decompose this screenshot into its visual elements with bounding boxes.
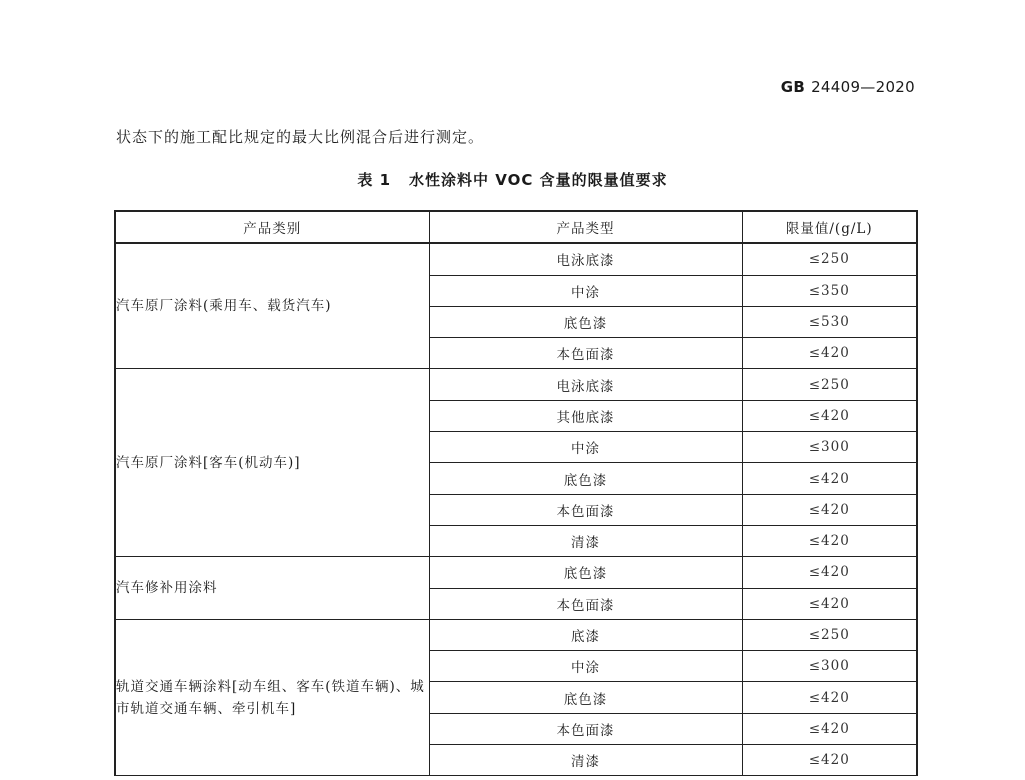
product-category-cell: 汽车原厂涂料[客车(机动车)] [115,369,429,557]
standard-prefix: GB [780,78,806,96]
product-type-cell: 中涂 [429,651,742,682]
table-header-row [115,211,917,243]
limit-value-cell: ≤420 [742,400,917,431]
limit-value-cell: ≤300 [742,432,917,463]
product-type-cell: 中涂 [429,275,742,306]
product-type-cell: 底漆 [429,619,742,650]
column-header-type: 产品类型 [429,211,742,243]
column-header-limit: 限量值/(g/L) [742,211,917,243]
table-row [115,369,917,400]
table-row [115,619,917,650]
table-number: 表 1 [357,171,392,189]
product-type-cell: 本色面漆 [429,494,742,525]
table-caption [0,169,1025,190]
table-row [115,243,917,275]
product-type-cell: 其他底漆 [429,400,742,431]
limit-value-cell: ≤420 [742,494,917,525]
product-type-cell: 底色漆 [429,557,742,588]
product-category-cell: 汽车修补用涂料 [115,557,429,620]
standard-code: 24409—2020 [811,78,915,96]
limit-value-cell: ≤420 [742,682,917,713]
limit-value-cell: ≤300 [742,651,917,682]
limit-value-cell: ≤530 [742,306,917,337]
product-type-cell: 底色漆 [429,682,742,713]
intro-paragraph: 状态下的施工配比规定的最大比例混合后进行测定。 [116,128,485,146]
voc-limits-table [114,210,918,776]
table-title: 水性涂料中 VOC 含量的限量值要求 [409,171,668,189]
column-header-category: 产品类别 [115,211,429,243]
product-type-cell: 清漆 [429,745,742,776]
limit-value-cell: ≤420 [742,463,917,494]
product-type-cell: 电泳底漆 [429,243,742,275]
product-type-cell: 电泳底漆 [429,369,742,400]
product-type-cell: 底色漆 [429,463,742,494]
limit-value-cell: ≤420 [742,338,917,369]
product-type-cell: 本色面漆 [429,713,742,744]
table-body [115,243,917,776]
limit-value-cell: ≤250 [742,619,917,650]
limit-value-cell: ≤250 [742,243,917,275]
product-type-cell: 中涂 [429,432,742,463]
limit-value-cell: ≤420 [742,525,917,556]
product-category-cell: 轨道交通车辆涂料[动车组、客车(铁道车辆)、城市轨道交通车辆、牵引机车] [115,619,429,775]
limit-value-cell: ≤250 [742,369,917,400]
product-type-cell: 清漆 [429,525,742,556]
limit-value-cell: ≤350 [742,275,917,306]
product-type-cell: 本色面漆 [429,588,742,619]
product-type-cell: 底色漆 [429,306,742,337]
table-row [115,557,917,588]
product-category-cell: 汽车原厂涂料(乘用车、载货汽车) [115,243,429,369]
standard-number [781,78,915,96]
product-type-cell: 本色面漆 [429,338,742,369]
limit-value-cell: ≤420 [742,745,917,776]
limit-value-cell: ≤420 [742,588,917,619]
limit-value-cell: ≤420 [742,557,917,588]
limit-value-cell: ≤420 [742,713,917,744]
